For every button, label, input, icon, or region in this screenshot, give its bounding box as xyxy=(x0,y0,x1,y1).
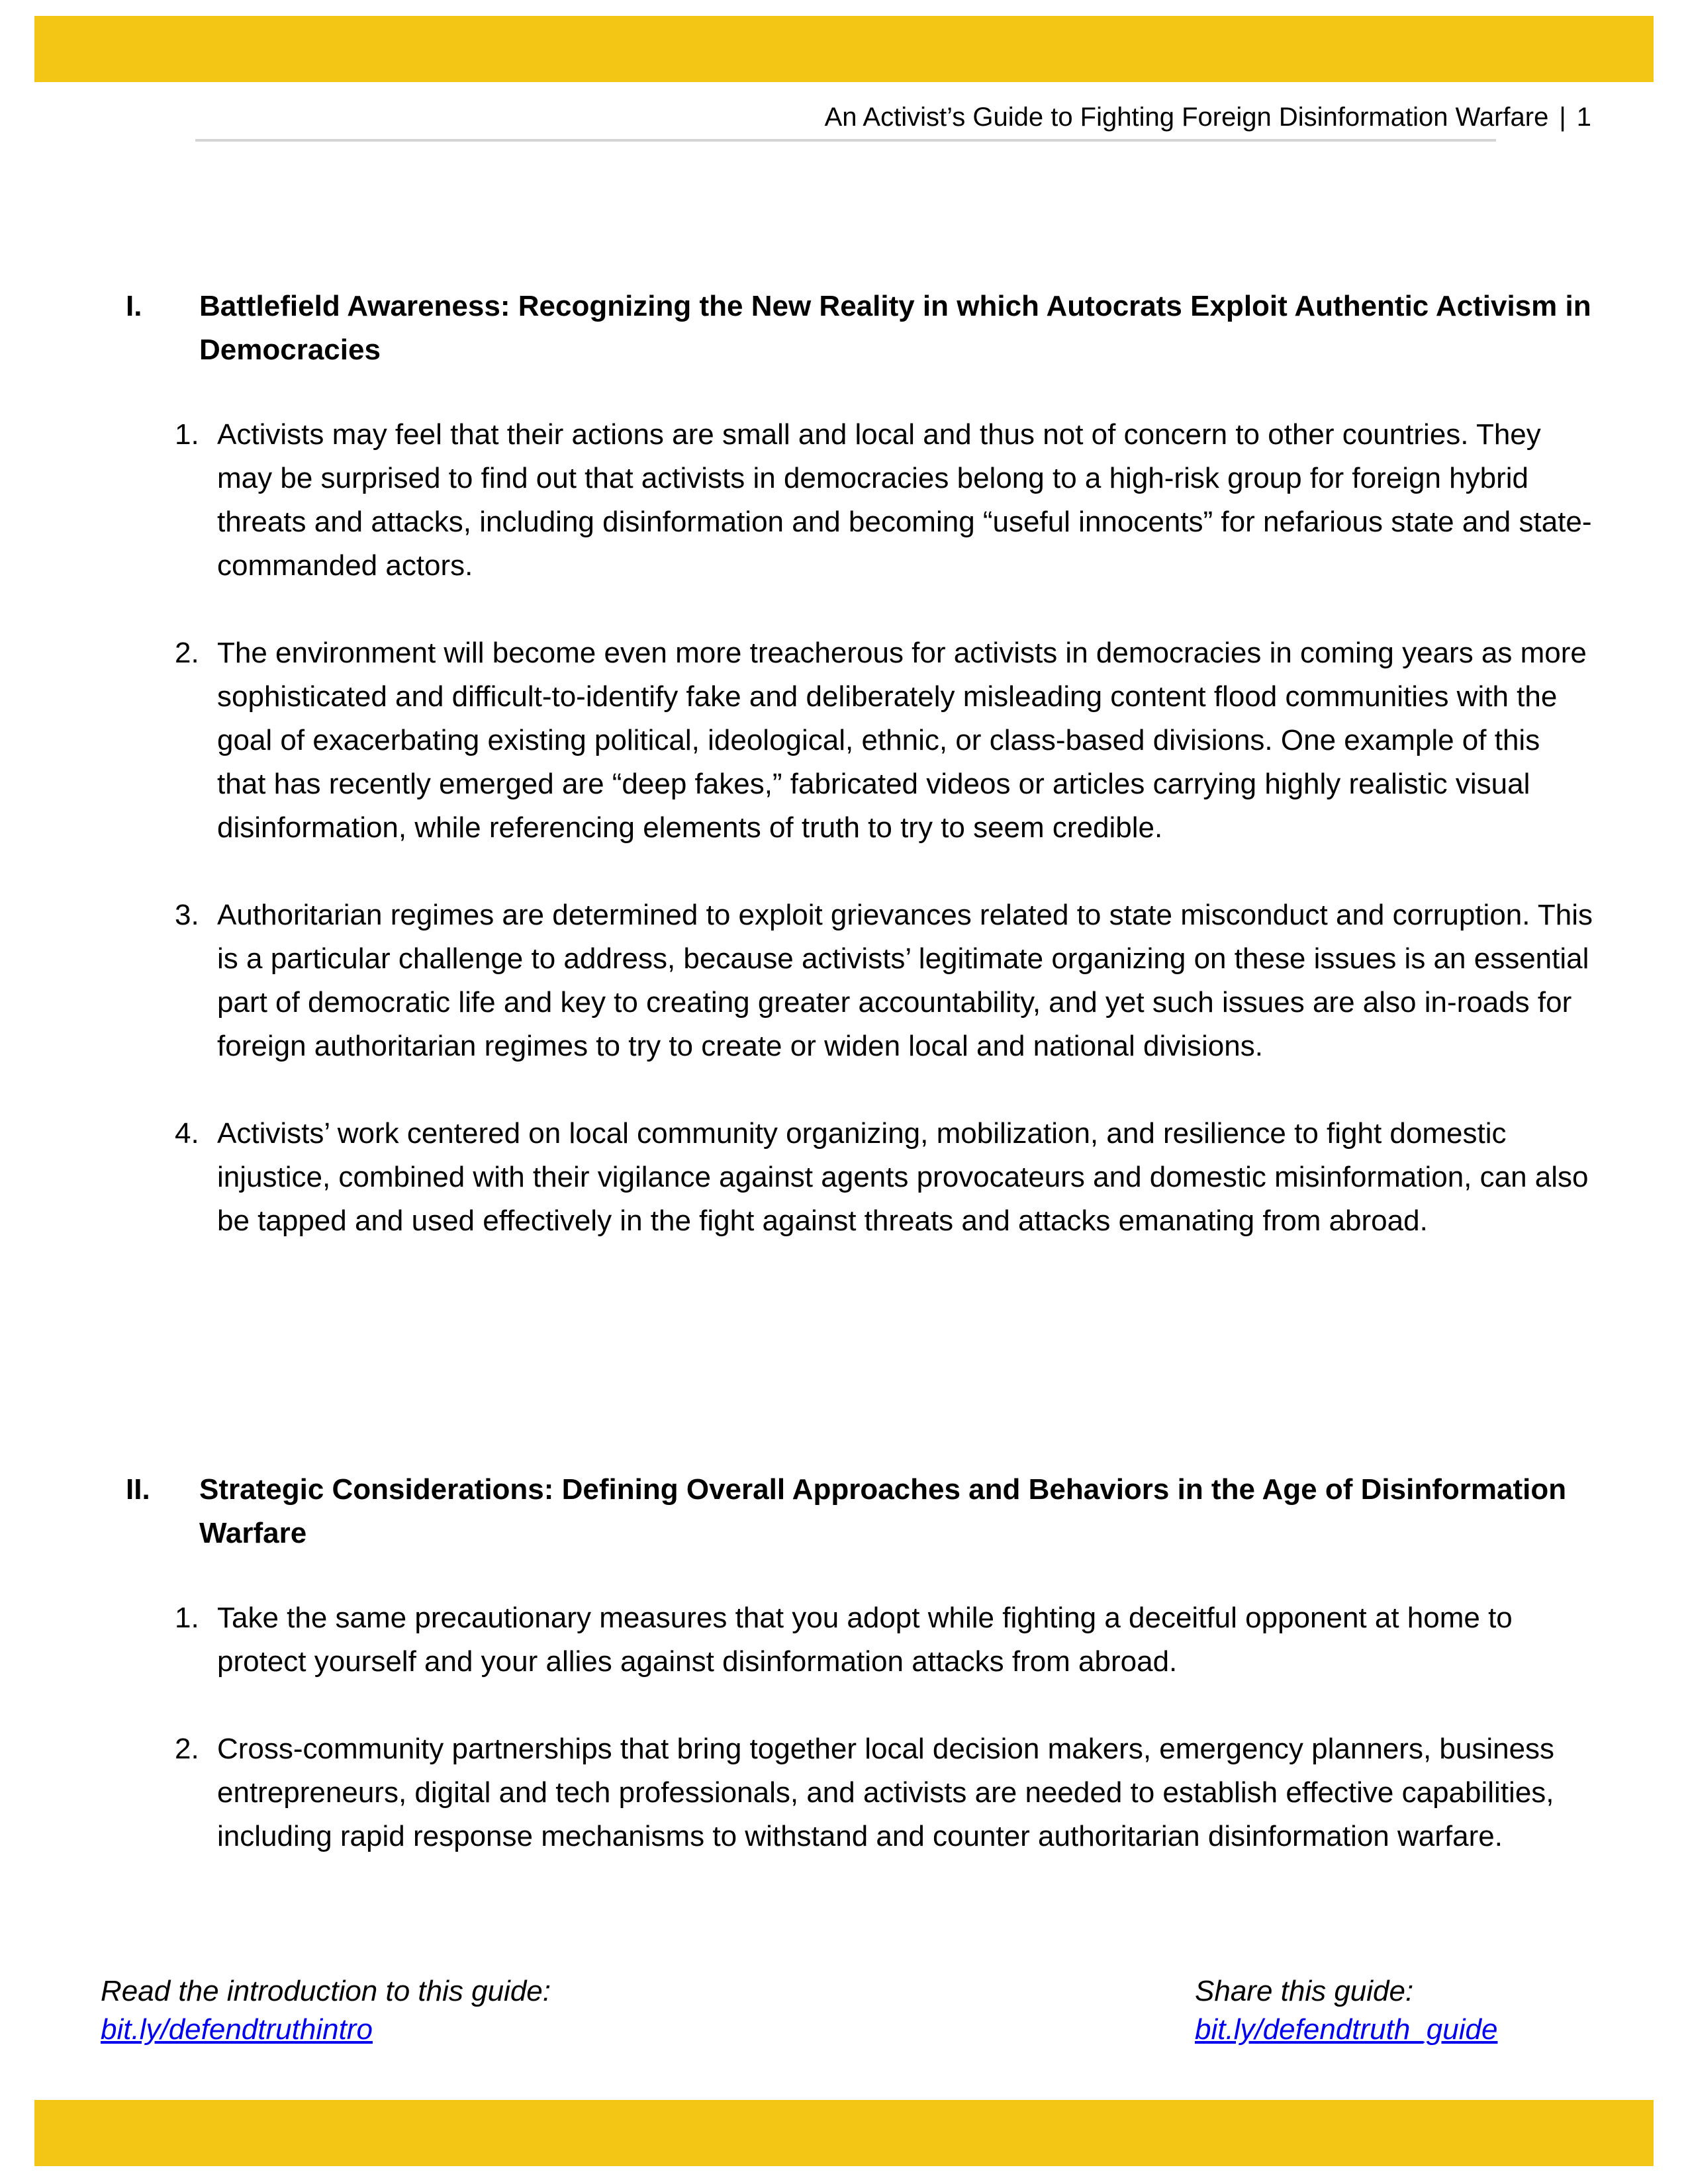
list-item xyxy=(126,893,1595,1068)
header-rule xyxy=(195,139,1496,142)
section-2 xyxy=(126,1468,1595,1858)
item-text: Activists’ work centered on local community organizing, mobilization, and resilience to fight domestic injustice, combined with their vigilance against agents provocateurs and domestic misinformation, can also be tapped and used effectively in the fight against threats and attacks emanating from abroad. xyxy=(217,1117,1589,1237)
item-text: The environment will become even more treacherous for activists in democracies in coming years as more sophisticated and difficult-to-identify fake and deliberately misleading content flood communities with the goal of exacerbating existing political, ideological, ethnic, or class-based divisions. One example of this that has recently emerged are “deep fakes,” fabricated videos or articles carrying highly realistic visual disinformation, while referencing elements of truth to try to seem credible. xyxy=(217,637,1587,844)
item-text: Activists may feel that their actions are small and local and thus not of concern to other countries. They may be surprised to find out that activists in democracies belong to a high-risk group for foreign hybrid threats and attacks, including disinformation and becoming “useful innocents” for nefarious state and state-commanded actors. xyxy=(217,418,1592,582)
section-title: Strategic Considerations: Defining Overall Approaches and Behaviors in the Age of Disinformation Warfare xyxy=(199,1473,1567,1549)
section-heading xyxy=(126,1468,1595,1555)
bottom-yellow-band xyxy=(34,2100,1654,2166)
section-list xyxy=(126,413,1595,1243)
item-number: 1. xyxy=(175,1602,199,1634)
section-heading xyxy=(126,285,1595,372)
item-number: 3. xyxy=(175,899,199,931)
section-numeral: I. xyxy=(126,290,142,322)
list-item xyxy=(126,1727,1595,1858)
section-list xyxy=(126,1596,1595,1858)
page-number: 1 xyxy=(1576,103,1591,132)
intro-link[interactable]: bit.ly/defendtruthintro xyxy=(101,2013,373,2046)
item-number: 4. xyxy=(175,1117,199,1150)
footer-share-label: Share this guide: xyxy=(1195,1975,1414,2007)
list-item xyxy=(126,1112,1595,1243)
section-1 xyxy=(126,285,1595,1243)
section-title: Battlefield Awareness: Recognizing the New Reality in which Autocrats Exploit Authentic Activism in Democracies xyxy=(199,290,1591,366)
section-numeral: II. xyxy=(126,1473,150,1506)
item-number: 1. xyxy=(175,418,199,451)
item-number: 2. xyxy=(175,1733,199,1765)
list-item xyxy=(126,1596,1595,1684)
running-header xyxy=(825,101,1591,134)
share-link[interactable]: bit.ly/defendtruth_guide xyxy=(1195,2013,1498,2046)
item-number: 2. xyxy=(175,637,199,669)
item-text: Authoritarian regimes are determined to exploit grievances related to state misconduct and corruption. This is a particular challenge to address, because activists’ legitimate organizing on these issues is an essential part of democratic life and key to creating greater accountability, and yet such issues are also in-roads for foreign authoritarian regimes to try to create or widen local and national divisions. xyxy=(217,899,1593,1062)
footer-intro xyxy=(101,1972,551,2049)
item-text: Cross-community partnerships that bring together local decision makers, emergency planners, business entrepreneurs, digital and tech professionals, and activists are needed to establish effective capabilities, including rapid response mechanisms to withstand and counter authoritarian disinformation warfare. xyxy=(217,1733,1555,1852)
header-title: An Activist’s Guide to Fighting Foreign Disinformation Warfare xyxy=(824,103,1549,132)
header-separator: | xyxy=(1559,103,1566,132)
list-item xyxy=(126,413,1595,588)
list-item xyxy=(126,631,1595,850)
footer-share xyxy=(1195,1972,1497,2049)
top-yellow-band xyxy=(34,16,1654,82)
item-text: Take the same precautionary measures that you adopt while fighting a deceitful opponent at home to protect yourself and your allies against disinformation attacks from abroad. xyxy=(217,1602,1513,1678)
footer-intro-label: Read the introduction to this guide: xyxy=(101,1975,551,2007)
